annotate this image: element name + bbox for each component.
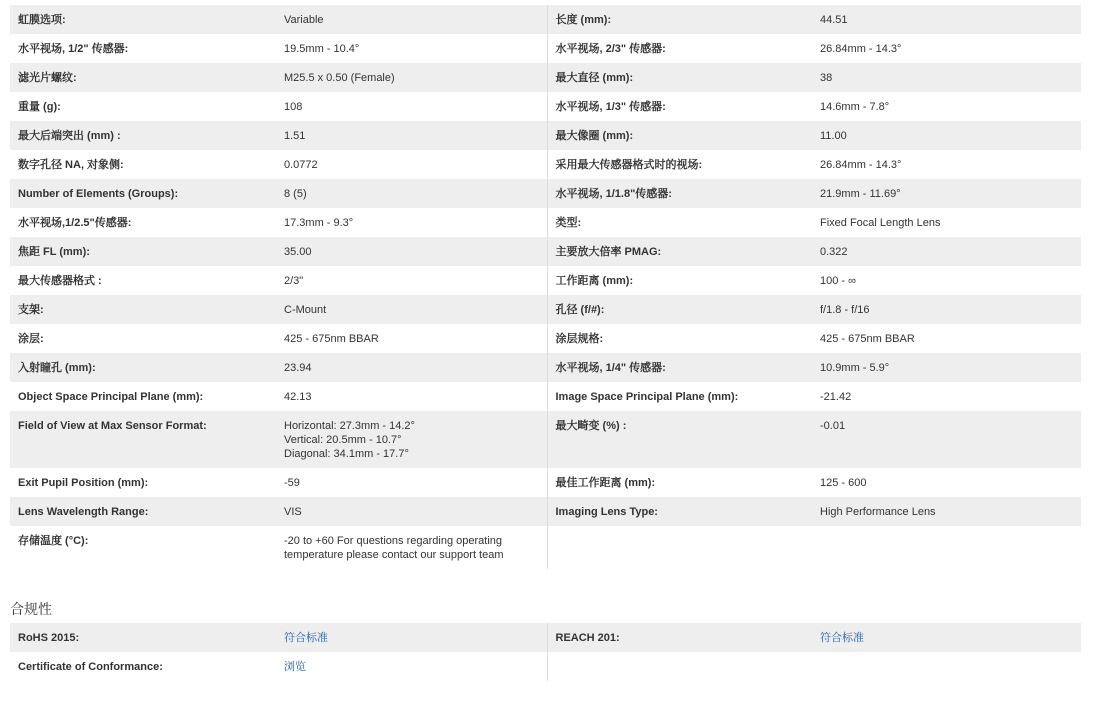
table-row [10, 623, 1081, 652]
specifications-panel [10, 5, 1081, 569]
spec-value: f/1.8 - f/16 [812, 295, 1081, 324]
spec-label: 最大后端突出 (mm) : [10, 121, 276, 150]
spec-label: Image Space Principal Plane (mm): [547, 382, 812, 411]
spec-label: 存储温度 (°C): [10, 526, 276, 569]
spec-value: 21.9mm - 11.69° [812, 179, 1081, 208]
spec-label: 水平视场,1/2.5"传感器: [10, 208, 276, 237]
table-row [10, 652, 1081, 681]
spec-label: 主要放大倍率 PMAG: [547, 237, 812, 266]
spec-label: Number of Elements (Groups): [10, 179, 276, 208]
rohs-label: RoHS 2015: [10, 623, 276, 652]
spec-value: High Performance Lens [812, 497, 1081, 526]
table-row [10, 179, 1081, 208]
spec-label: 涂层: [10, 324, 276, 353]
table-row [10, 468, 1081, 497]
spec-label: 类型: [547, 208, 812, 237]
spec-value: 19.5mm - 10.4° [276, 34, 547, 63]
spec-value: M25.5 x 0.50 (Female) [276, 63, 547, 92]
rohs-compliant-link[interactable]: 符合标准 [284, 632, 328, 644]
table-row [10, 497, 1081, 526]
table-row [10, 295, 1081, 324]
spec-value: Horizontal: 27.3mm - 14.2° Vertical: 20.5mm - 10.7° Diagonal: 34.1mm - 17.7° [276, 411, 547, 468]
spec-value: 11.00 [812, 121, 1081, 150]
table-row [10, 237, 1081, 266]
table-row [10, 63, 1081, 92]
spec-value: 125 - 600 [812, 468, 1081, 497]
spec-value: -20 to +60 For questions regarding operating temperature please contact our support team [276, 526, 547, 569]
spec-value: -0.01 [812, 411, 1081, 468]
spec-label: 重量 (g): [10, 92, 276, 121]
spec-value: 425 - 675nm BBAR [812, 324, 1081, 353]
spec-label: 滤光片螺纹: [10, 63, 276, 92]
spec-value: 17.3mm - 9.3° [276, 208, 547, 237]
reach-compliant-link[interactable]: 符合标准 [820, 632, 864, 644]
spec-label: 采用最大传感器格式时的视场: [547, 150, 812, 179]
table-row [10, 382, 1081, 411]
spec-value: 425 - 675nm BBAR [276, 324, 547, 353]
spec-value: 38 [812, 63, 1081, 92]
spec-value [812, 526, 1081, 569]
spec-label: 最大直径 (mm): [547, 63, 812, 92]
spec-label: 工作距离 (mm): [547, 266, 812, 295]
coc-view-link[interactable]: 浏览 [284, 661, 306, 673]
spec-label: 虹膜选项: [10, 5, 276, 34]
table-row [10, 411, 1081, 468]
empty-cell [812, 652, 1081, 681]
spec-value: VIS [276, 497, 547, 526]
spec-label: 水平视场, 1/4" 传感器: [547, 353, 812, 382]
spec-label: 水平视场, 1/2" 传感器: [10, 34, 276, 63]
spec-label: Exit Pupil Position (mm): [10, 468, 276, 497]
compliance-heading: 合规性 [10, 601, 52, 617]
spec-value: Variable [276, 5, 547, 34]
spec-label: 焦距 FL (mm): [10, 237, 276, 266]
table-row [10, 34, 1081, 63]
spec-value: 1.51 [276, 121, 547, 150]
spec-value: C-Mount [276, 295, 547, 324]
table-row [10, 121, 1081, 150]
spec-value: 14.6mm - 7.8° [812, 92, 1081, 121]
spec-value: -59 [276, 468, 547, 497]
reach-value [812, 623, 1081, 652]
compliance-table [10, 623, 1081, 681]
spec-value: -21.42 [812, 382, 1081, 411]
coc-label: Certificate of Conformance: [10, 652, 276, 681]
spec-label: Field of View at Max Sensor Format: [10, 411, 276, 468]
spec-value: 8 (5) [276, 179, 547, 208]
spec-value: Fixed Focal Length Lens [812, 208, 1081, 237]
compliance-panel [10, 623, 1081, 681]
table-row [10, 266, 1081, 295]
table-row [10, 526, 1081, 569]
spec-label: 涂层规格: [547, 324, 812, 353]
spec-label: 最大像圈 (mm): [547, 121, 812, 150]
rohs-value [276, 623, 547, 652]
spec-label: Object Space Principal Plane (mm): [10, 382, 276, 411]
spec-value: 35.00 [276, 237, 547, 266]
spec-label: Lens Wavelength Range: [10, 497, 276, 526]
spec-label: 数字孔径 NA, 对象侧: [10, 150, 276, 179]
specifications-table [10, 5, 1081, 569]
spec-label: 水平视场, 1/3" 传感器: [547, 92, 812, 121]
spec-value: 10.9mm - 5.9° [812, 353, 1081, 382]
spec-value: 2/3" [276, 266, 547, 295]
spec-value: 42.13 [276, 382, 547, 411]
spec-label: 最大畸变 (%) : [547, 411, 812, 468]
spec-label: 孔径 (f/#): [547, 295, 812, 324]
table-row [10, 208, 1081, 237]
spec-label: 最佳工作距离 (mm): [547, 468, 812, 497]
spec-value: 0.322 [812, 237, 1081, 266]
reach-label: REACH 201: [547, 623, 812, 652]
spec-label: 水平视场, 2/3" 传感器: [547, 34, 812, 63]
spec-value: 108 [276, 92, 547, 121]
table-row [10, 353, 1081, 382]
spec-label: 长度 (mm): [547, 5, 812, 34]
table-row [10, 92, 1081, 121]
spec-label: Imaging Lens Type: [547, 497, 812, 526]
spec-value: 23.94 [276, 353, 547, 382]
spec-value: 0.0772 [276, 150, 547, 179]
empty-cell [547, 652, 812, 681]
coc-value [276, 652, 547, 681]
table-row [10, 150, 1081, 179]
spec-value: 100 - ∞ [812, 266, 1081, 295]
spec-value: 26.84mm - 14.3° [812, 34, 1081, 63]
spec-label [547, 526, 812, 569]
spec-value: 44.51 [812, 5, 1081, 34]
spec-value: 26.84mm - 14.3° [812, 150, 1081, 179]
spec-label: 支架: [10, 295, 276, 324]
table-row [10, 5, 1081, 34]
spec-label: 入射瞳孔 (mm): [10, 353, 276, 382]
spec-label: 水平视场, 1/1.8"传感器: [547, 179, 812, 208]
spec-label: 最大传感器格式 : [10, 266, 276, 295]
table-row [10, 324, 1081, 353]
